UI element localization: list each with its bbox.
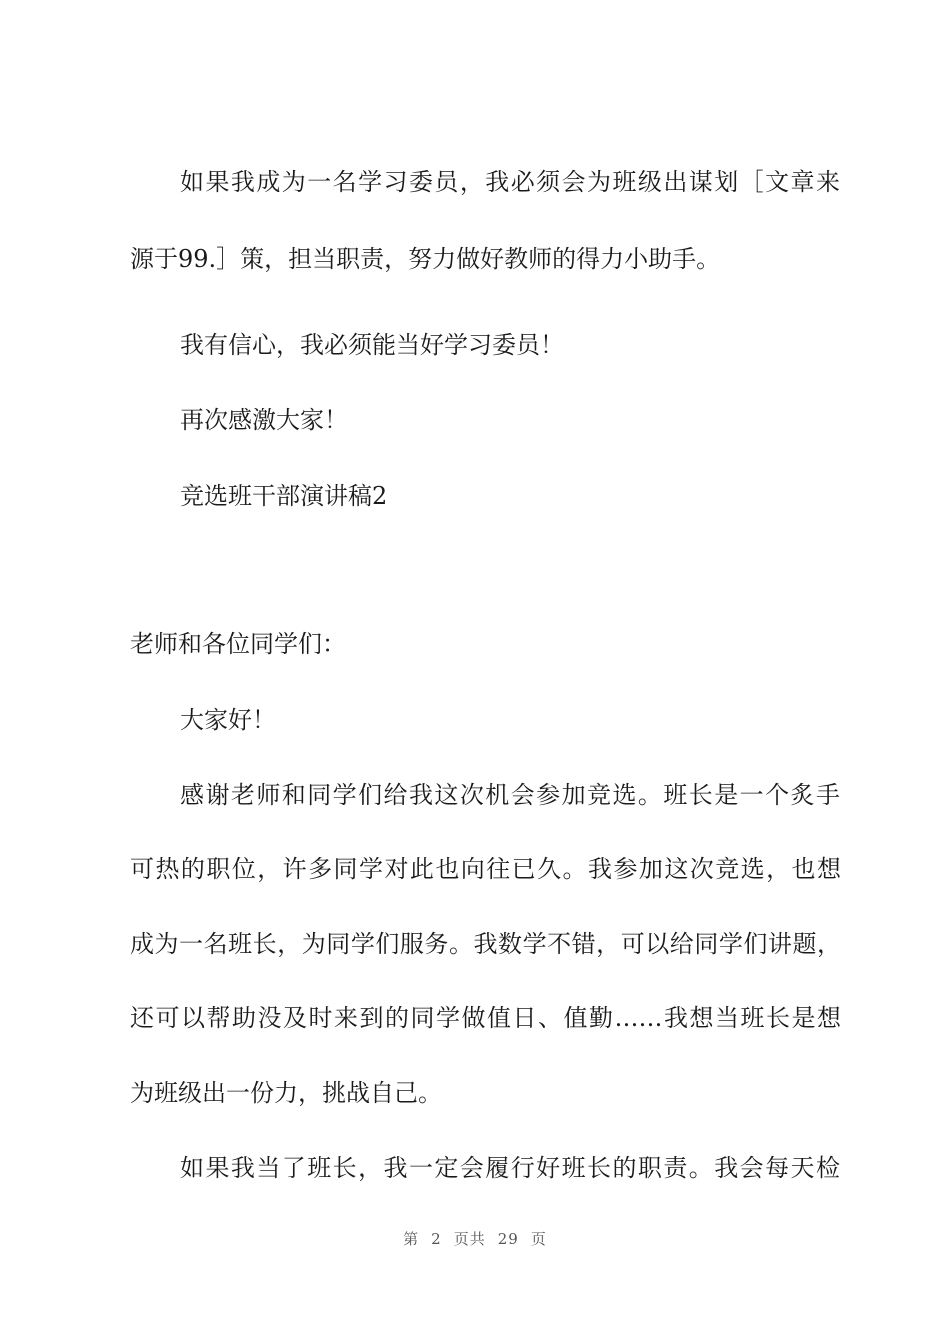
paragraph-line: 如果我成为一名学习委员，我必须会为班级出谋划［文章来: [180, 168, 840, 196]
footer-suffix: 页: [530, 1230, 547, 1248]
footer-prefix: 第: [403, 1230, 420, 1248]
section-heading: 竞选班干部演讲稿2: [180, 482, 388, 510]
footer-middle: 页共: [453, 1230, 486, 1248]
paragraph-line: 感谢老师和同学们给我这次机会参加竞选。班长是一个炙手: [180, 781, 840, 809]
greeting: 大家好！: [180, 706, 276, 734]
page-footer: [0, 1228, 950, 1250]
paragraph-line: 源于99.］策，担当职责，努力做好教师的得力小助手。: [130, 245, 721, 273]
paragraph-line: 还可以帮助没及时来到的同学做值日、值勤……我想当班长是想: [130, 1004, 841, 1032]
paragraph-line: 如果我当了班长，我一定会履行好班长的职责。我会每天检: [180, 1154, 840, 1182]
footer-total-pages: 29: [497, 1230, 519, 1248]
paragraph-line: 可热的职位，许多同学对此也向往已久。我参加这次竞选，也想: [130, 855, 841, 883]
paragraph-line: 为班级出一份力，挑战自己。: [130, 1079, 442, 1107]
footer-page-number: 2: [431, 1230, 442, 1248]
paragraph-line: 再次感激大家！: [180, 406, 348, 434]
salutation: 老师和各位同学们：: [130, 630, 346, 658]
paragraph-line: 成为一名班长，为同学们服务。我数学不错，可以给同学们讲题，: [130, 930, 841, 958]
paragraph-line: 我有信心，我必须能当好学习委员！: [180, 331, 564, 359]
